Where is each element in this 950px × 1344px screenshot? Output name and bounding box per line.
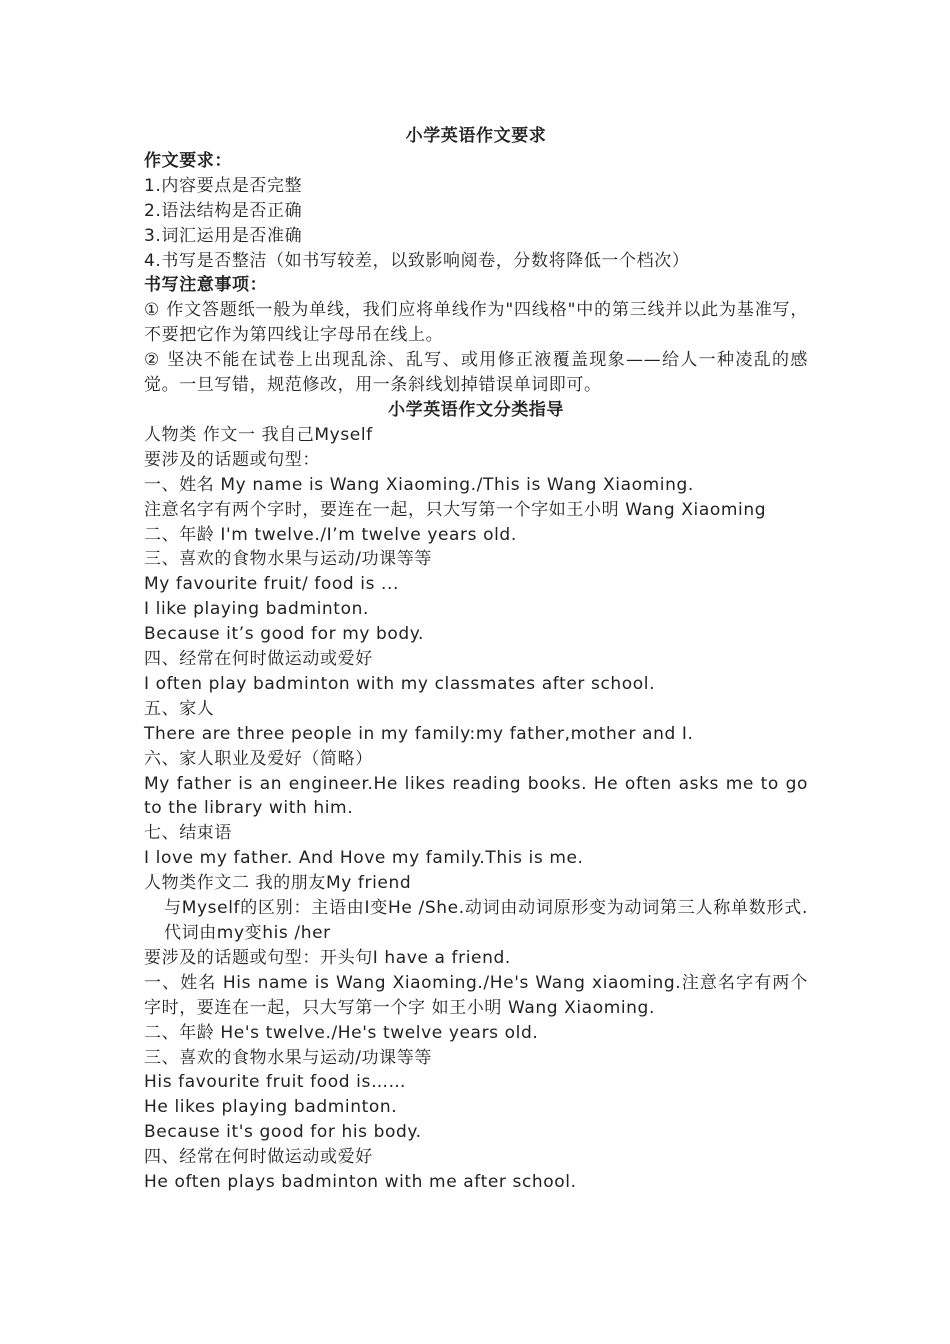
requirement-item: 1.内容要点是否完整	[144, 175, 303, 196]
essay1-line: There are three people in my family:my father,mother and I.	[144, 723, 694, 744]
section-heading-requirements: 作文要求：	[144, 150, 232, 171]
essay1-line: 注意名字有两个字时，要连在一起，只大写第一个字如王小明 Wang Xiaoming	[144, 499, 767, 520]
essay2-line: He often plays badminton with me after school.	[144, 1172, 577, 1193]
essay1-line: I often play badminton with my classmates after school.	[144, 673, 656, 694]
essay2-line: 四、经常在何时做运动或爱好	[144, 1147, 373, 1168]
essay2-line: 二、年龄 He's twelve./He's twelve years old.	[144, 1022, 539, 1043]
essay1-line: 三、喜欢的食物水果与运动/功课等等	[144, 549, 432, 570]
essay2-topics-intro: 要涉及的话题或句型：开头句I have a friend.	[144, 947, 511, 968]
essay1-line: 二、年龄 I'm twelve./I’m twelve years old.	[144, 524, 517, 545]
page-title: 小学英语作文要求	[405, 126, 547, 146]
essay1-line: Because it’s good for my body.	[144, 624, 425, 645]
note-paragraph: ① 作文答题纸一般为单线，我们应将单线作为"四线格"中的第三线并以此为基准写，不要把它作为第四线让字母吊在线上。	[144, 300, 808, 346]
essay1-line: I like playing badminton.	[144, 599, 369, 620]
essay1-line: 五、家人	[144, 698, 215, 719]
requirement-item: 3.词汇运用是否准确	[144, 225, 303, 246]
essay1-line: 四、经常在何时做运动或爱好	[144, 649, 373, 670]
document-page	[144, 124, 808, 1195]
essay1-line: I love my father. And Hove my family.This is me.	[144, 848, 584, 869]
essay2-title: 人物类作文二 我的朋友My friend	[144, 873, 412, 894]
essay1-topics-intro: 要涉及的话题或句型：	[144, 449, 320, 470]
essay2-line: He likes playing badminton.	[144, 1097, 398, 1118]
essay1-line: My father is an engineer.He likes reading books. He often asks me to go to the library with him.	[144, 773, 808, 819]
essay2-line: 三、喜欢的食物水果与运动/功课等等	[144, 1047, 432, 1068]
essay1-line: 六、家人职业及爱好（简略）	[144, 748, 373, 769]
essay2-line: His favourite fruit food is……	[144, 1072, 407, 1093]
requirement-item: 2.语法结构是否正确	[144, 200, 303, 221]
essay1-line: 七、结束语	[144, 823, 232, 844]
essay1-line: My favourite fruit/ food is ...	[144, 574, 400, 595]
section-subtitle: 小学英语作文分类指导	[388, 399, 564, 420]
essay1-line: 一、姓名 My name is Wang Xiaoming./This is Wang Xiaoming.	[144, 474, 694, 495]
essay2-line: 一、姓名 His name is Wang Xiaoming./He's Wang xiaoming.注意名字有两个字时，要连在一起，只大写第一个字 如王小明 Wang Xiaoming.	[144, 972, 808, 1018]
essay1-title: 人物类 作文一 我自己Myself	[144, 424, 373, 445]
section-heading-writing-notes: 书写注意事项：	[144, 275, 268, 296]
essay2-difference: 与Myself的区别：主语由I变He /She.动词由动词原形变为动词第三人称单数形式.代词由my变his /her	[164, 898, 808, 943]
note-paragraph: ② 坚决不能在试卷上出现乱涂、乱写、或用修正液覆盖现象——给人一种凌乱的感觉。一旦写错，规范修改，用一条斜线划掉错误单词即可。	[144, 350, 808, 396]
essay2-line: Because it's good for his body.	[144, 1122, 422, 1143]
requirement-item: 4.书写是否整洁（如书写较差，以致影响阅卷，分数将降低一个档次）	[144, 250, 690, 271]
